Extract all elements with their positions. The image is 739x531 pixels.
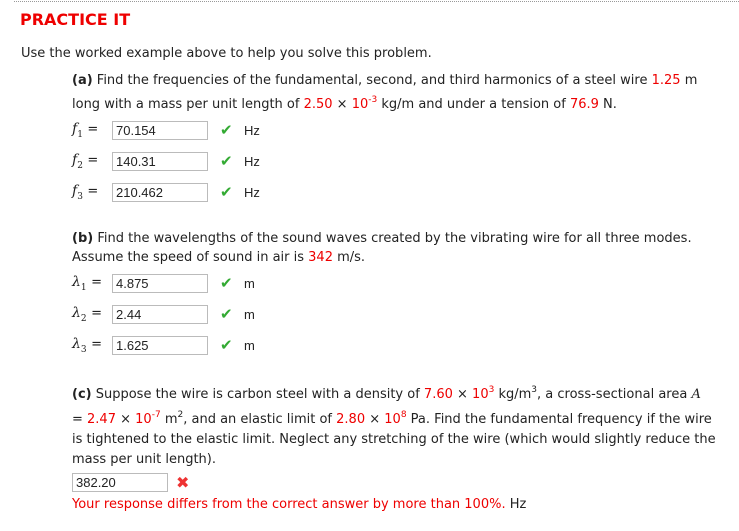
unit-label: m	[244, 337, 255, 353]
checkmark-icon: ✔	[220, 305, 233, 323]
part-a-text-2: long with a mass per unit length of $2.50 \times 10^{-3}$ kg/m and under a tension of 76.9 N.	[72, 95, 617, 112]
answer-input-c[interactable]: 382.20	[72, 473, 168, 492]
variable-label: $\lambda_2$ =	[72, 304, 102, 324]
unit-label: m	[244, 306, 255, 322]
part-c-text-2: = $2.47 \times 10^{-7}$ $m^2$, and an elastic limit of $2.80 \times 10^8$ Pa. Find the fundamental frequency if the wire	[72, 410, 712, 427]
unit-label: Hz	[244, 184, 260, 200]
variable-label: $f_3$ =	[72, 182, 99, 202]
answer-input[interactable]: 1.625	[112, 336, 208, 355]
feedback-text: Your response differs from the correct answer by more than 100%. Hz	[72, 497, 527, 512]
answer-row	[72, 272, 255, 294]
part-b-text-2: Assume the speed of sound in air is 342 m/s.	[72, 250, 366, 265]
answer-row	[72, 334, 255, 356]
part-c-text-4: mass per unit length).	[72, 452, 216, 467]
answer-row-c	[72, 471, 189, 493]
section-title: PRACTICE IT	[20, 10, 131, 29]
answer-row	[72, 150, 260, 172]
answer-input[interactable]: 70.154	[112, 121, 208, 140]
variable-label: $f_2$ =	[72, 151, 99, 171]
checkmark-icon: ✔	[220, 152, 233, 170]
answer-input[interactable]: 140.31	[112, 152, 208, 171]
answer-row	[72, 303, 255, 325]
variable-label: $\lambda_1$ =	[72, 273, 102, 293]
intro-text: Use the worked example above to help you solve this problem.	[21, 46, 432, 61]
checkmark-icon: ✔	[220, 183, 233, 201]
checkmark-icon: ✔	[220, 121, 233, 139]
answer-input[interactable]: 210.462	[112, 183, 208, 202]
answer-input[interactable]: 4.875	[112, 274, 208, 293]
checkmark-icon: ✔	[220, 336, 233, 354]
part-a-text: (a) Find the frequencies of the fundamental, second, and third harmonics of a steel wire 1.25 m	[72, 73, 698, 88]
checkmark-icon: ✔	[220, 274, 233, 292]
unit-label: Hz	[244, 153, 260, 169]
divider	[14, 1, 739, 2]
answer-row	[72, 181, 260, 203]
unit-label: Hz	[244, 122, 260, 138]
part-c-text-3: is tightened to the elastic limit. Neglect any stretching of the wire (which would slightly reduce the	[72, 432, 716, 447]
answer-row	[72, 119, 260, 141]
answer-input[interactable]: 2.44	[112, 305, 208, 324]
variable-label: $f_1$ =	[72, 120, 99, 140]
variable-label: $\lambda_3$ =	[72, 335, 102, 355]
unit-label: m	[244, 275, 255, 291]
part-b-text: (b) Find the wavelengths of the sound waves created by the vibrating wire for all three modes.	[72, 231, 692, 246]
wrong-icon: ✖	[176, 472, 190, 492]
part-c-text: (c) Suppose the wire is carbon steel with a density of $7.60 \times 10^3$ $kg/m^3$, a cross-sectional area A	[72, 385, 701, 402]
